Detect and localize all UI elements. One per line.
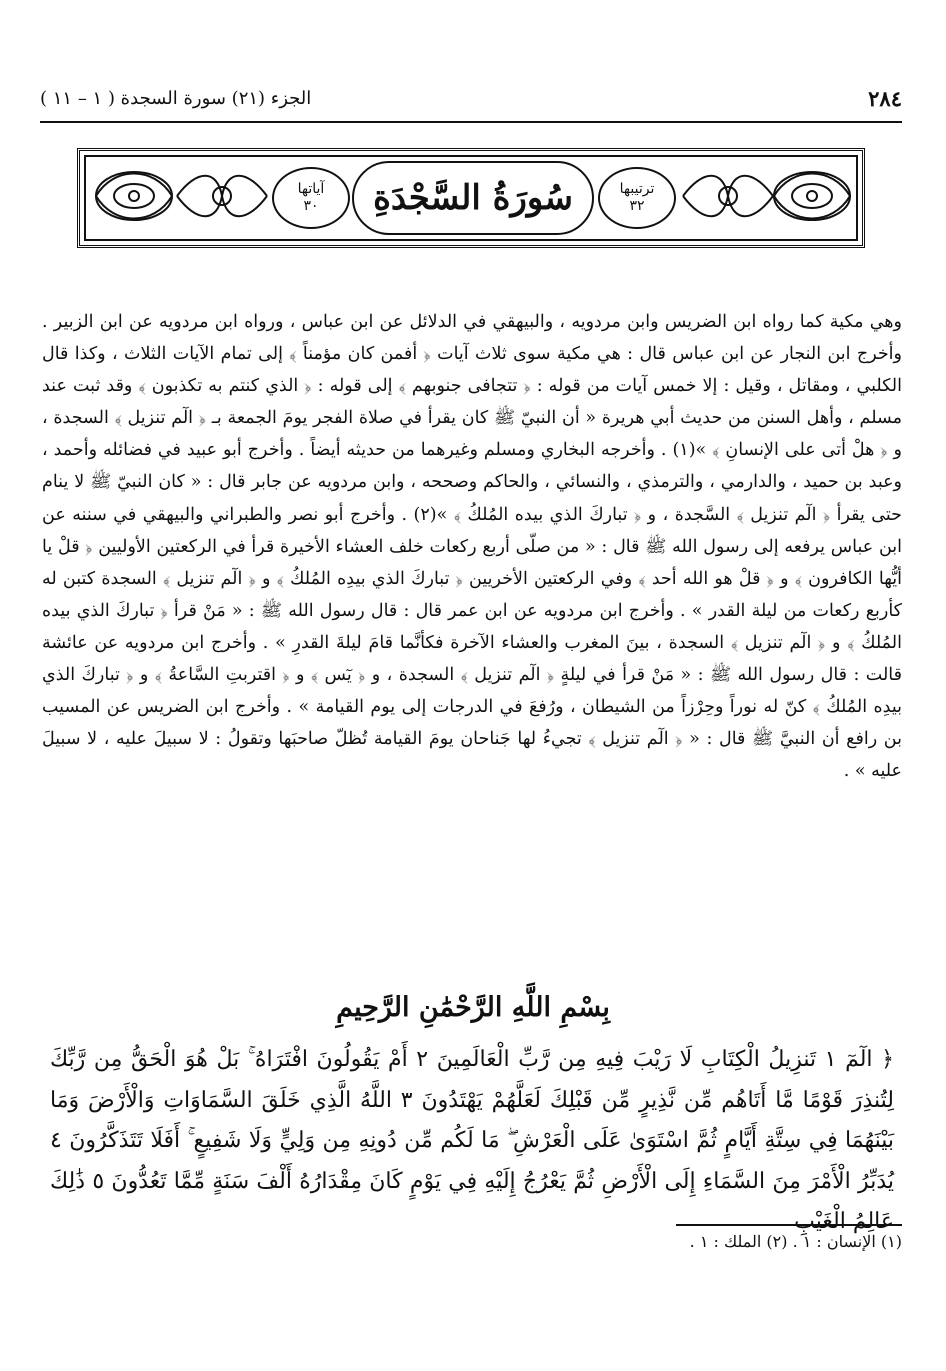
surah-order-medallion <box>598 167 676 229</box>
running-header <box>40 86 902 122</box>
order-value: ٣٢ <box>629 198 645 214</box>
ayat-value: ٣٠ <box>303 198 319 214</box>
ayat-label: آياتها <box>297 181 325 197</box>
surah-name: سُورَةُ السَّجْدَةِ <box>373 178 573 218</box>
footnote-rule <box>676 1224 902 1226</box>
arabesque-ornament-icon <box>762 161 862 231</box>
surah-name-cartouche <box>352 161 594 235</box>
surah-title-frame <box>77 148 865 248</box>
basmala: بِسْمِ اللَّهِ الرَّحْمَٰنِ الرَّحِيمِ <box>336 991 610 1023</box>
arabesque-ornament-icon <box>172 161 272 231</box>
footnotes: (١) الإنسان : ١ . (٢) الملك : ١ . <box>689 1232 902 1251</box>
quran-verses: ﴿ الٓمٓ ١ تَنزِيلُ الْكِتَابِ لَا رَيْبَ فِيهِ مِن رَّبِّ الْعَالَمِينَ ٢ أَمْ يَقُولُونَ افْتَرَاهُ ۚ بَلْ هُوَ الْحَقُّ مِن رَّبِّكَ لِتُنذِرَ قَوْمًا مَّا أَتَاهُم مِّن نَّذِيرٍ مِّن قَبْلِكَ لَعَلَّهُمْ يَهْتَدُونَ ٣ اللَّهُ الَّذِي خَلَقَ السَّمَاوَاتِ وَالْأَرْضَ وَمَا بَيْنَهُمَا فِي سِتَّةِ أَيَّامٍ ثُمَّ اسْتَوَىٰ عَلَى الْعَرْشِ ۖ مَا لَكُم مِّن دُونِهِ مِن وَلِيٍّ وَلَا شَفِيعٍ ۚ أَفَلَا تَتَذَكَّرُونَ ٤ يُدَبِّرُ الْأَمْرَ مِنَ السَّمَاءِ إِلَى الْأَرْضِ ثُمَّ يَعْرُجُ إِلَيْهِ فِي يَوْمٍ كَانَ مِقْدَارُهُ أَلْفَ سَنَةٍ مِّمَّا تَعُدُّونَ ٥ ذَٰلِكَ عَالِمُ الْغَيْبِ <box>50 1047 895 1234</box>
page-number: ٢٨٤ <box>868 86 902 111</box>
header-rule <box>40 121 902 123</box>
arabesque-ornament-icon <box>84 161 184 231</box>
ayat-count-medallion <box>272 167 350 229</box>
running-title: الجزء (٢١) سورة السجدة ( ١ – ١١ ) <box>40 88 312 109</box>
commentary-text: وهي مكية كما رواه ابن الضريس وابن مردويه ، والبيهقي في الدلائل عن ابن عباس ، ورواه ابن مردويه عن ابن الزبير . وأخرج ابن النجار عن ابن عباس قال : هي مكية سوى ثلاث آيات ﴿ أفمن كان مؤمناً ﴾ إلى تمام الآيات الثلاث ، وكذا قال الكلبي ، ومقاتل ، وقيل : إلا خمس آيات من قوله : ﴿ تتجافى جنوبهم ﴾ إلى قوله : ﴿ الذي كنتم به تكذبون ﴾ وقد ثبت عند مسلم ، وأهل السنن من حديث أبي هريرة « أن النبيّ ﷺ كان يقرأ في صلاة الفجر يومَ الجمعة بـ ﴿ الٓم تنزيل ﴾ السجدة ، و ﴿ هلْ أتى على الإنسانِ ﴾ »(١) . وأخرجه البخاري ومسلم وغيرهما من حديثه أيضاً . وأخرج أبو عبيد في فضائله وأحمد ، وعبد بن حميد ، والدارمي ، والترمذي ، والنسائي ، والحاكم وصححه ، وابن مردويه عن جابر قال : « كان النبيّ ﷺ لا ينام حتى يقرأ ﴿ الٓم تنزيل ﴾ السَّجدة ، و ﴿ تباركَ الذي بيده المُلكُ ﴾ »(٢) . وأخرج أبو نصر والطبراني والبيهقي في سننه عن ابن عباس يرفعه إلى رسول الله ﷺ قال : « من صلّى أربع ركعات خلف العشاء الأخيرة قرأ في الركعتين الأوليين ﴿ قلْ يا أيُّها الكافرون ﴾ و ﴿ قلْ هو الله أحد ﴾ وفي الركعتين الأخريين ﴿ تباركَ الذي بيدِه المُلكُ ﴾ و ﴿ الٓم تنزيل ﴾ السجدة كتبن له كأربع ركعات من ليلة القدر » . وأخرج ابن مردويه عن ابن عمر قال : قال رسول الله ﷺ : « مَنْ قرأ ﴿ تباركَ الذي بيده المُلكُ ﴾ و ﴿ الٓم تنزيل ﴾ السجدة ، بينَ المغرب والعشاء الآخرة فكأنَّما قامَ ليلةَ القدرِ » . وأخرج ابن مردويه عن عائشة قالت : قال رسول الله ﷺ : « مَنْ قرأ في ليلةٍ ﴿ الٓم تنزيل ﴾ السجدة ، و ﴿ يٓس ﴾ و ﴿ اقتربتِ السَّاعةُ ﴾ و ﴿ تباركَ الذي بيدِه المُلكُ ﴾ كنّ له نوراً وحِرْزاً من الشيطان ، ورُفعَ في الدرجات إلى يوم القيامة » . وأخرج ابن الضريس عن المسيب بن رافع أن النبيَّ ﷺ قال : « ﴿ الٓم تنزيل ﴾ تجيءُ لها جَناحان يومَ القيامة تُظلّ صاحبَها وتقولُ : لا سبيلَ عليه ، لا سبيلَ عليه » . <box>42 312 903 782</box>
order-label: ترتيبها <box>619 181 655 197</box>
